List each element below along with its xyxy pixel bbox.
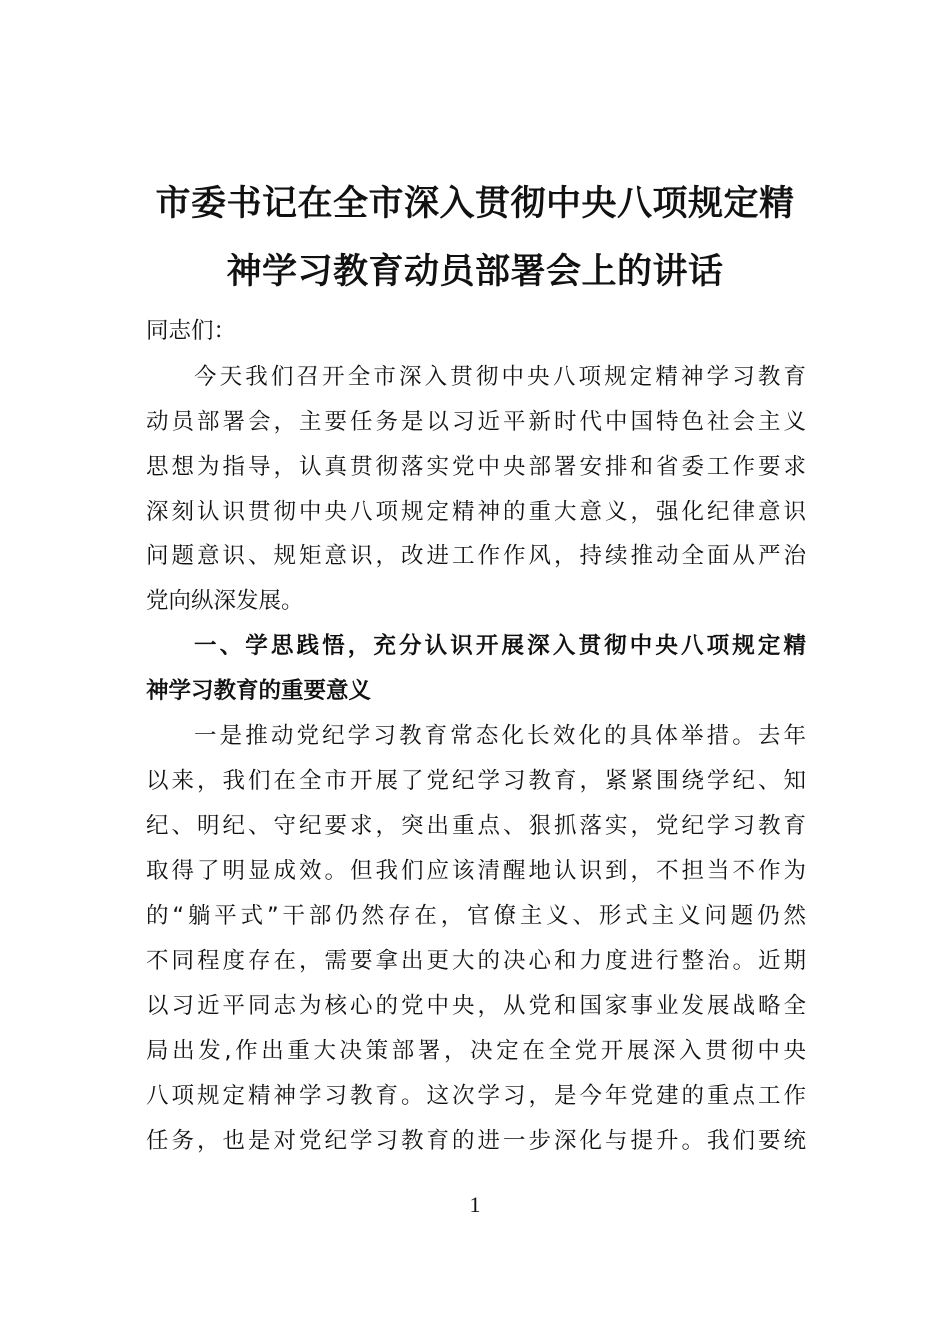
document-title-line-2: 神学习教育动员部署会上的讲话 <box>226 251 724 292</box>
document-title-line-1: 市委书记在全市深入贯彻中央八项规定精 <box>155 183 795 224</box>
body-line-1: 一是推动党纪学习教育常态化长效化的具体举措。去年 <box>194 723 806 749</box>
intro-line-6: 党向纵深发展。 <box>146 588 304 614</box>
salutation: 同志们： <box>146 318 237 344</box>
section-heading-line-2: 神学习教育的重要意义 <box>146 678 372 704</box>
body-line-4: 取得了明显成效。但我们应该清醒地认识到，不担当不作为 <box>146 858 806 884</box>
intro-line-1: 今天我们召开全市深入贯彻中央八项规定精神学习教育 <box>194 364 806 390</box>
body-line-7: 以习近平同志为核心的党中央，从党和国家事业发展战略全 <box>146 993 806 1019</box>
body-line-5: 的“躺平式”干部仍然存在，官僚主义、形式主义问题仍然 <box>146 903 806 929</box>
section-heading-line-1: 一、学思践悟，充分认识开展深入贯彻中央八项规定精 <box>194 633 806 659</box>
intro-line-4: 深刻认识贯彻中央八项规定精神的重大意义，强化纪律意识 <box>146 499 806 525</box>
body-line-9: 八项规定精神学习教育。这次学习，是今年党建的重点工作 <box>146 1083 806 1109</box>
intro-line-3: 思想为指导，认真贯彻落实党中央部署安排和省委工作要求 <box>146 454 806 480</box>
intro-line-5: 问题意识、规矩意识，改进工作作风，持续推动全面从严治 <box>146 543 806 569</box>
body-line-8: 局出发,作出重大决策部署，决定在全党开展深入贯彻中央 <box>146 1038 806 1064</box>
body-line-10: 任务，也是对党纪学习教育的进一步深化与提升。我们要统 <box>146 1128 806 1154</box>
body-line-2: 以来，我们在全市开展了党纪学习教育，紧紧围绕学纪、知 <box>146 768 806 794</box>
page-number: 1 <box>469 1192 481 1217</box>
body-line-3: 纪、明纪、守纪要求，突出重点、狠抓落实，党纪学习教育 <box>146 813 806 839</box>
body-line-6: 不同程度存在，需要拿出更大的决心和力度进行整治。近期 <box>146 948 806 974</box>
intro-line-2: 动员部署会，主要任务是以习近平新时代中国特色社会主义 <box>146 409 806 435</box>
